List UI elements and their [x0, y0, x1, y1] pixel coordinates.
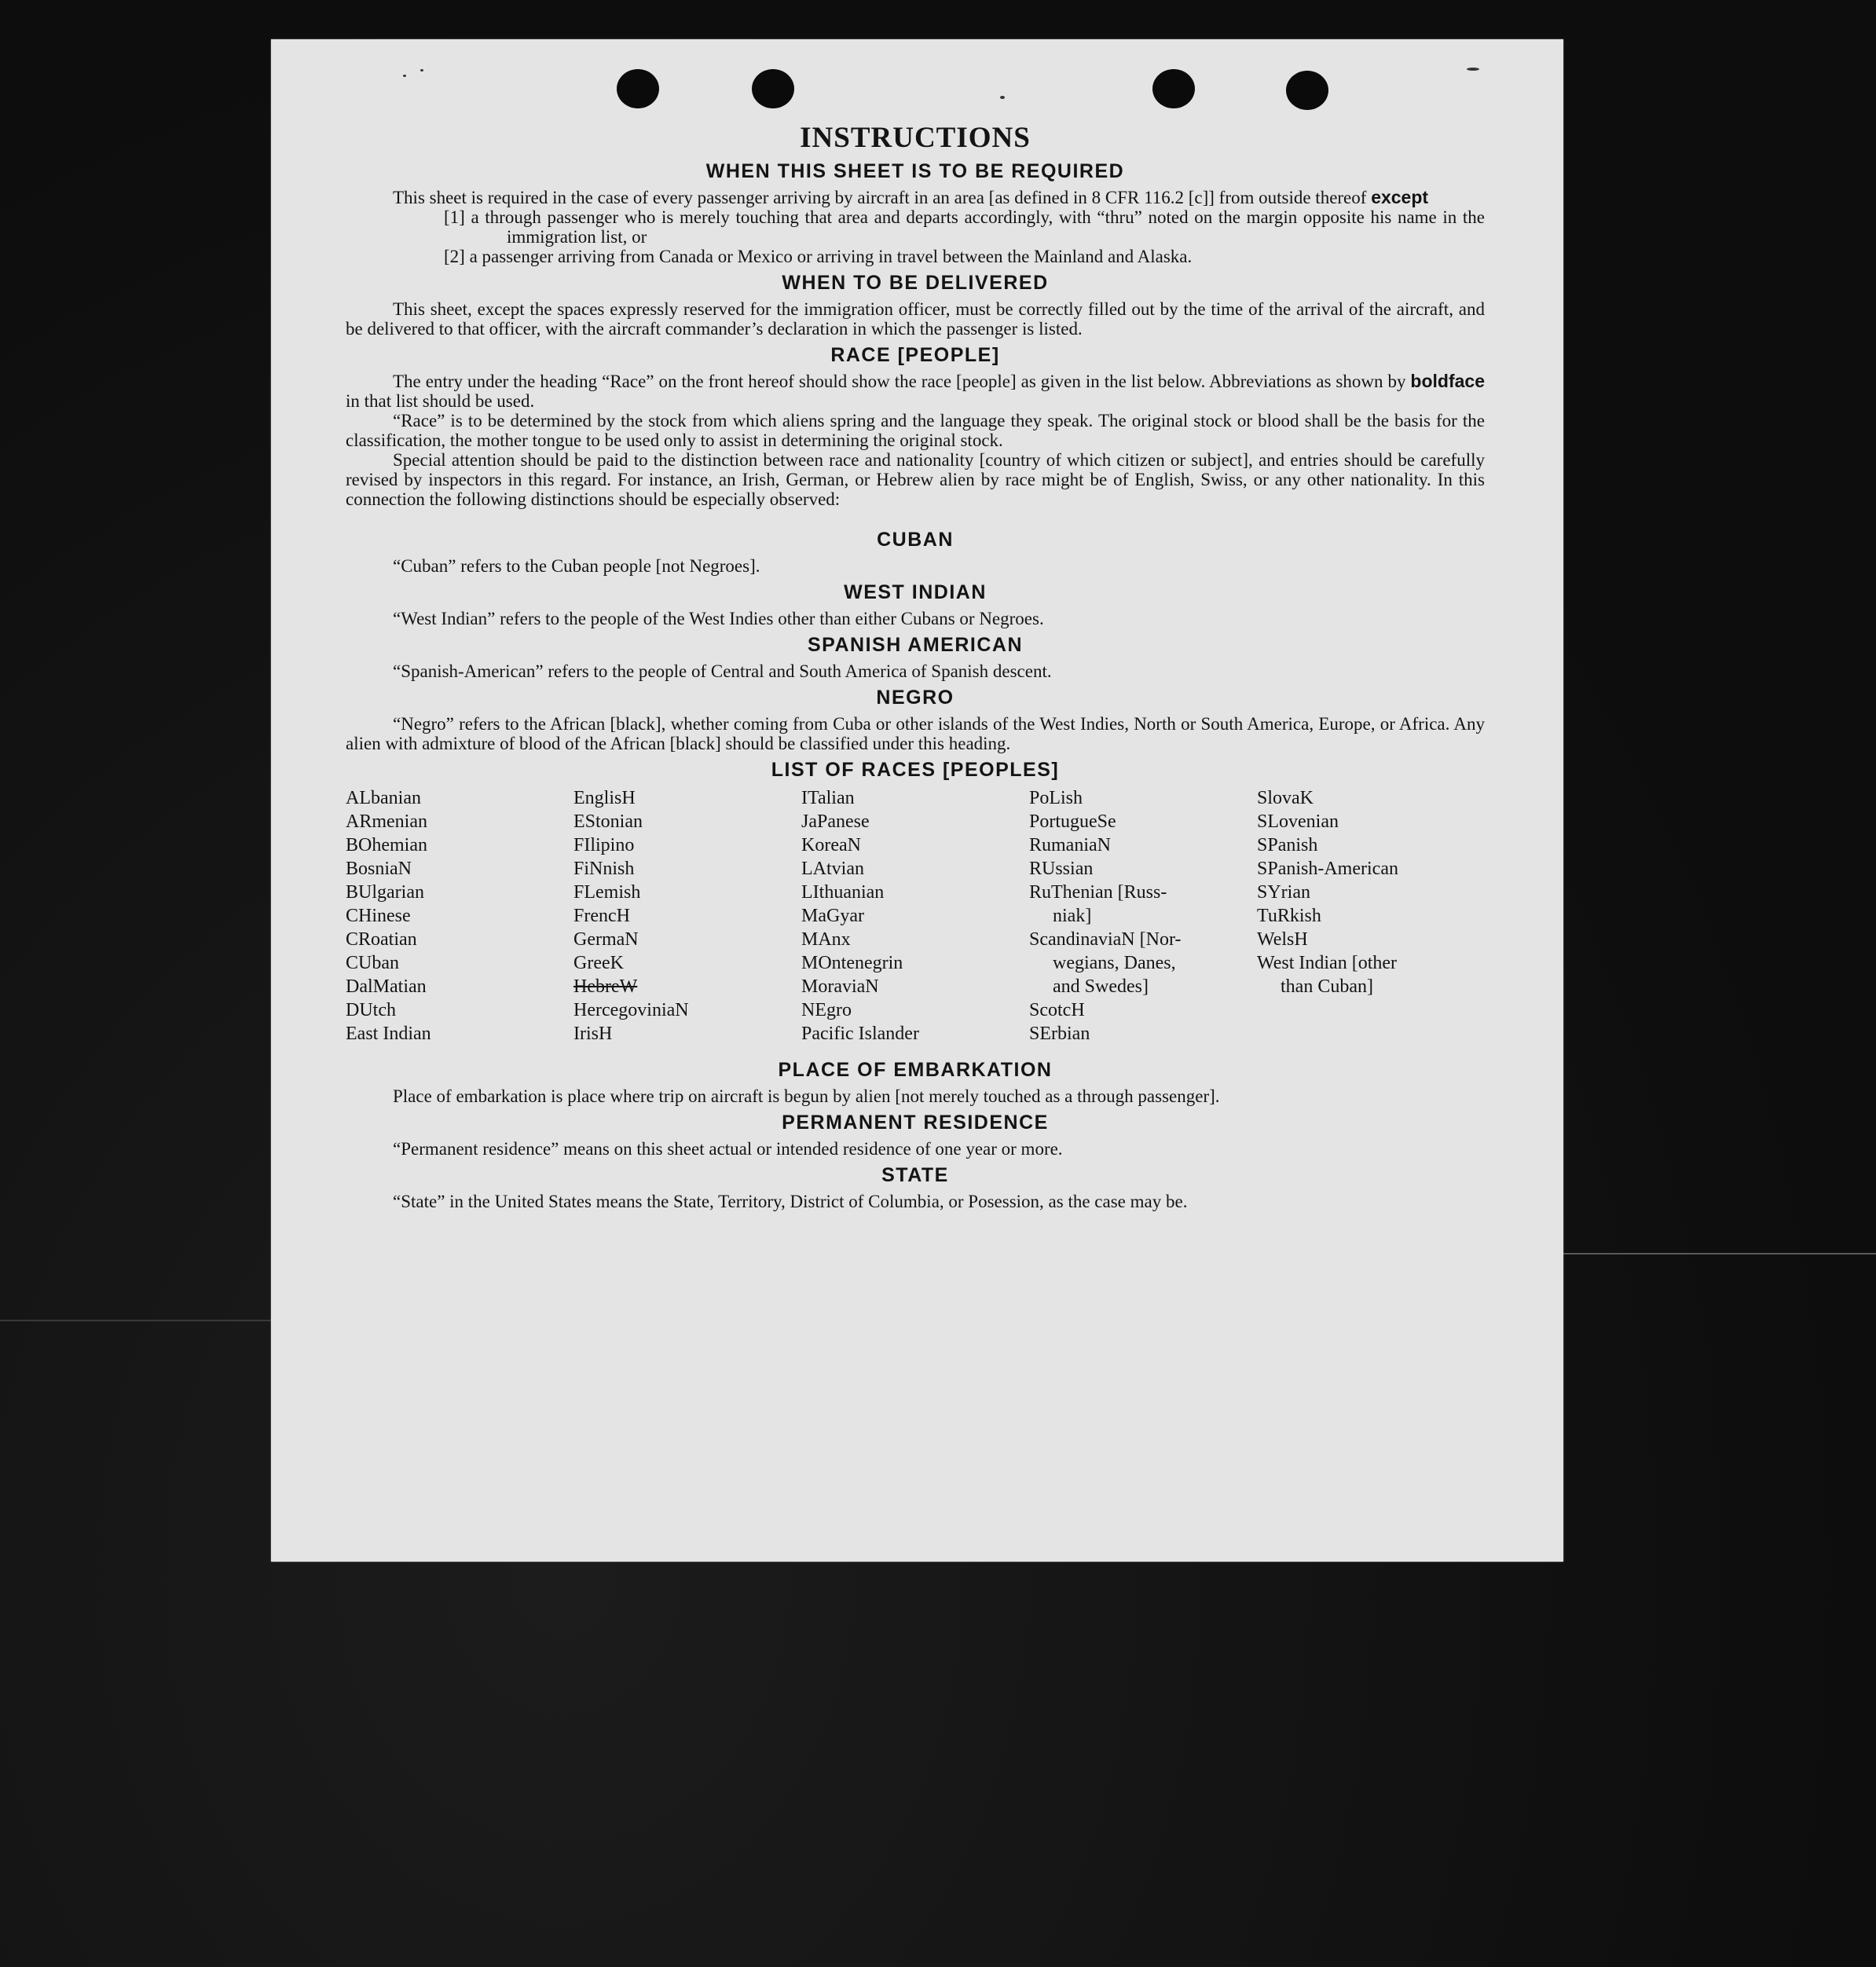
race-entry: RumaniaN: [1029, 835, 1111, 855]
heading-west-indian: WEST INDIAN: [844, 581, 987, 603]
race-entry: East Indian: [346, 1024, 431, 1044]
heading-delivered: WHEN TO BE DELIVERED: [782, 272, 1049, 294]
race-entry: BosniaN: [346, 859, 412, 879]
race-entry: IrisH: [573, 1024, 613, 1044]
race-entry: MAnx: [801, 929, 851, 950]
race-entry: MOntenegrin: [801, 953, 903, 973]
race-entry: WelsH: [1257, 929, 1308, 950]
race-entry: TuRkish: [1257, 906, 1321, 926]
race-paragraph-2: “Race” is to be determined by the stock from which aliens spring and the language they speak. The original stock or blood shall be the basis for the classification, the mother tongue to be used only to assist in determining the original stock.: [346, 411, 1485, 450]
race-list-column-2: [573, 786, 801, 1046]
race-entry: CHinese: [346, 906, 411, 926]
residence-text: “Permanent residence” means on this sheet actual or intended residence of one year or more.: [393, 1139, 1063, 1159]
required-item-2: [2] a passenger arriving from Canada or Mexico or arriving in travel between the Mainland and Alaska.: [444, 247, 1193, 266]
required-item-1: [1] a through passenger who is merely touching that area and departs accordingly, with “thru” noted on the margin opposite his name in the immigration list, or: [444, 207, 1485, 247]
race-entry: CRoatian: [346, 929, 417, 950]
race-entry-continued: than Cuban]: [1281, 976, 1373, 997]
race-entry: Pacific Islander: [801, 1024, 919, 1044]
race-entry: ScandinaviaN [Nor-: [1029, 929, 1182, 950]
race-entry: FrencH: [573, 906, 630, 926]
scan-edge-line: [1563, 1253, 1876, 1255]
embarkation-text: Place of embarkation is place where trip on aircraft is begun by alien [not merely touched as a through passenger].: [393, 1086, 1220, 1106]
document-sheet: [271, 39, 1563, 1562]
race-entry: PortugueSe: [1029, 811, 1116, 832]
race-entry: SlovaK: [1257, 788, 1314, 808]
race-entry-continued: and Swedes]: [1053, 976, 1149, 997]
race-entry-struck: HebreW: [573, 976, 638, 997]
spanish-american-text: “Spanish-American” refers to the people of Central and South America of Spanish descent.: [393, 661, 1052, 681]
instructions-content: [346, 122, 1485, 1211]
race-entry: SPanish-American: [1257, 859, 1398, 879]
race-entry: FIlipino: [573, 835, 635, 855]
race-entry: SErbian: [1029, 1024, 1090, 1044]
race-entry: DalMatian: [346, 976, 427, 997]
punch-hole: [617, 69, 659, 108]
west-indian-text: “West Indian” refers to the people of the West Indies other than either Cubans or Negroes.: [393, 609, 1044, 628]
race-list: [346, 786, 1485, 1046]
race-entry: ARmenian: [346, 811, 427, 832]
race-entry: CUban: [346, 953, 399, 973]
race-entry: RuThenian [Russ-: [1029, 882, 1167, 903]
race-entry: MaGyar: [801, 906, 864, 926]
race-entry: FLemish: [573, 882, 641, 903]
race-entry: West Indian [other: [1257, 953, 1398, 973]
page-title: INSTRUCTIONS: [800, 122, 1031, 154]
scan-edge-line: [0, 1320, 271, 1321]
race-entry: LAtvian: [801, 859, 864, 879]
race-entry: EStonian: [573, 811, 643, 832]
negro-text: “Negro” refers to the African [black], whether coming from Cuba or other islands of the West Indies, North or South America, Europe, or Africa. Any alien with admixture of blood of the African [black] should be classified under this heading.: [346, 714, 1485, 753]
race-entry: PoLish: [1029, 788, 1083, 808]
race-entry: HercegoviniaN: [573, 1000, 689, 1020]
race-entry: JaPanese: [801, 811, 870, 832]
required-intro: This sheet is required in the case of every passenger arriving by aircraft in an area [as defined in 8 CFR 116.2 [c]] from outside thereof except: [393, 187, 1429, 207]
race-entry: GermaN: [573, 929, 639, 950]
race-entry: MoraviaN: [801, 976, 879, 997]
race-entry: DUtch: [346, 1000, 396, 1020]
race-list-column-3: [801, 786, 1029, 1046]
race-entry: SPanish: [1257, 835, 1318, 855]
race-entry: NEgro: [801, 1000, 852, 1020]
heading-residence: PERMANENT RESIDENCE: [782, 1112, 1049, 1134]
race-list-column-1: [346, 786, 573, 1046]
heading-spanish-american: SPANISH AMERICAN: [807, 634, 1023, 656]
race-list-column-4: [1029, 786, 1257, 1046]
punch-hole: [1286, 71, 1328, 110]
race-entry: ITalian: [801, 788, 855, 808]
race-entry: ALbanian: [346, 788, 421, 808]
heading-race: RACE [PEOPLE]: [830, 344, 1000, 366]
race-entry: BUlgarian: [346, 882, 424, 903]
race-entry: KoreaN: [801, 835, 861, 855]
heading-required: WHEN THIS SHEET IS TO BE REQUIRED: [705, 160, 1125, 182]
race-entry-continued: niak]: [1053, 906, 1092, 926]
heading-race-list: LIST OF RACES [PEOPLES]: [771, 759, 1060, 781]
speck: [420, 69, 423, 71]
speck: [403, 75, 406, 77]
race-entry: GreeK: [573, 953, 624, 973]
state-text: “State” in the United States means the State, Territory, District of Columbia, or Posession, as the case may be.: [393, 1192, 1188, 1211]
race-paragraph-3: Special attention should be paid to the distinction between race and nationality [country of which citizen or subject], and entries should be carefully revised by inspectors in this regard. For instance, an Irish, German, or Hebrew alien by race might be of English, Swiss, or any other nationality. In this connection the following distinctions should be especially observed:: [346, 450, 1485, 509]
race-entry: BOhemian: [346, 835, 427, 855]
speck: [1467, 68, 1479, 71]
race-entry: SLovenian: [1257, 811, 1339, 832]
delivered-text: This sheet, except the spaces expressly reserved for the immigration officer, must be correctly filled out by the time of the arrival of the aircraft, and be delivered to that officer, with the aircraft commander’s declaration in which the passenger is listed.: [346, 299, 1485, 339]
race-entry: FiNnish: [573, 859, 635, 879]
punch-hole: [1152, 69, 1195, 108]
heading-negro: NEGRO: [876, 687, 954, 709]
heading-cuban: CUBAN: [877, 529, 954, 551]
race-entry-continued: wegians, Danes,: [1053, 953, 1176, 973]
heading-embarkation: PLACE OF EMBARKATION: [778, 1059, 1053, 1081]
punch-hole: [752, 69, 794, 108]
race-entry: RUssian: [1029, 859, 1094, 879]
speck: [1000, 96, 1005, 99]
race-entry: SYrian: [1257, 882, 1310, 903]
race-list-column-5: [1257, 786, 1485, 1046]
race-entry: EnglisH: [573, 788, 636, 808]
heading-state: STATE: [881, 1164, 949, 1186]
cuban-text: “Cuban” refers to the Cuban people [not Negroes].: [393, 556, 760, 576]
race-entry: LIthuanian: [801, 882, 885, 903]
race-paragraph-1: The entry under the heading “Race” on the front hereof should show the race [people] as given in the list below. Abbreviations as shown by boldface in that list should be used.: [346, 371, 1485, 411]
race-entry: ScotcH: [1029, 1000, 1085, 1020]
